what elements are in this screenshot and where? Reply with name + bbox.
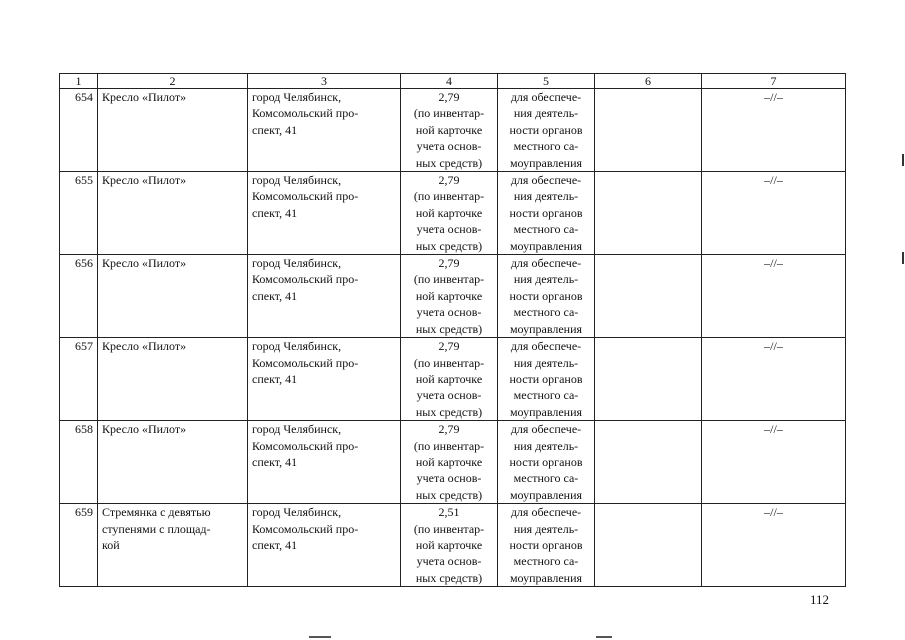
purpose-cell-line: ности органов (509, 454, 583, 469)
column-6-cell (595, 504, 702, 587)
purpose-cell-line: моуправления (509, 321, 583, 336)
purpose-cell (498, 89, 595, 172)
value-cell-line: ных средств) (415, 487, 483, 502)
column-6-cell (595, 255, 702, 338)
purpose-cell-line: моуправления (509, 155, 583, 170)
table-row (60, 504, 846, 587)
header-row (60, 74, 846, 89)
column-header-4: 4 (401, 74, 498, 89)
item-number-cell: 659 (60, 504, 98, 587)
column-header-7: 7 (702, 74, 846, 89)
value-cell-line: 2,79 (438, 90, 460, 104)
purpose-cell-line: ния деятель- (513, 189, 579, 204)
column-header-2: 2 (98, 74, 248, 89)
purpose-cell-line: ния деятель- (513, 438, 579, 453)
item-name-cell-line: кой (102, 537, 120, 552)
ditto-cell: –//– (702, 338, 846, 421)
address-cell-line: спект, 41 (252, 288, 298, 303)
address-cell (248, 504, 401, 587)
purpose-cell-line: для обеспече- (510, 339, 582, 354)
purpose-cell-line: ности органов (509, 205, 583, 220)
purpose-cell (498, 504, 595, 587)
purpose-cell-line: для обеспече- (510, 505, 582, 520)
value-cell-line: ной карточке (415, 205, 483, 220)
value-cell-line: ной карточке (415, 537, 483, 552)
item-name-cell-line: Кресло «Пилот» (102, 90, 187, 104)
purpose-cell-line: для обеспече- (510, 173, 582, 188)
purpose-cell-line: ния деятель- (513, 355, 579, 370)
property-registry-table (59, 73, 846, 587)
purpose-cell-line: местного са- (513, 471, 579, 486)
scan-edge-mark (902, 252, 904, 264)
address-cell (248, 172, 401, 255)
purpose-cell-line: ности органов (509, 537, 583, 552)
item-number-cell: 657 (60, 338, 98, 421)
address-cell (248, 338, 401, 421)
value-cell-line: учета основ- (416, 471, 482, 486)
value-cell-line: 2,79 (438, 256, 460, 271)
scan-edge-mark (902, 154, 904, 166)
column-6-cell (595, 421, 702, 504)
value-cell-line: учета основ- (416, 388, 482, 403)
address-cell-line: спект, 41 (252, 454, 298, 469)
purpose-cell-line: местного са- (513, 305, 579, 320)
address-cell-line: город Челябинск, (252, 422, 342, 437)
address-cell-line: Комсомольский про- (252, 106, 359, 121)
address-cell-line: Комсомольский про- (252, 189, 359, 204)
item-name-cell (98, 338, 248, 421)
table-row (60, 255, 846, 338)
item-name-cell-line: Кресло «Пилот» (102, 173, 187, 188)
value-cell (401, 338, 498, 421)
value-cell-line: 2,79 (438, 422, 460, 437)
purpose-cell-line: местного са- (513, 554, 579, 569)
value-cell-line: 2,51 (438, 505, 460, 520)
column-6-cell (595, 89, 702, 172)
value-cell-line: ных средств) (415, 155, 483, 170)
ditto-cell: –//– (702, 172, 846, 255)
address-cell-line: Комсомольский про- (252, 272, 359, 287)
item-number-cell: 655 (60, 172, 98, 255)
address-cell-line: Комсомольский про- (252, 355, 359, 370)
purpose-cell-line: ности органов (509, 371, 583, 386)
purpose-cell (498, 172, 595, 255)
address-cell-line: город Челябинск, (252, 339, 342, 354)
value-cell-line: ной карточке (415, 122, 483, 137)
page-number: 112 (810, 592, 830, 607)
address-cell-line: город Челябинск, (252, 173, 342, 188)
purpose-cell-line: местного са- (513, 388, 579, 403)
purpose-cell-line: ности органов (509, 122, 583, 137)
ditto-cell: –//– (702, 504, 846, 587)
value-cell-line: учета основ- (416, 554, 482, 569)
item-name-cell (98, 255, 248, 338)
column-header-3: 3 (248, 74, 401, 89)
table-row (60, 172, 846, 255)
value-cell-line: ных средств) (415, 570, 483, 585)
item-name-cell (98, 504, 248, 587)
purpose-cell-line: моуправления (509, 487, 583, 502)
purpose-cell-line: для обеспече- (510, 90, 582, 104)
value-cell-line: (по инвентар- (413, 355, 485, 370)
purpose-cell (498, 255, 595, 338)
column-header-6: 6 (595, 74, 702, 89)
item-name-cell (98, 421, 248, 504)
value-cell-line: (по инвентар- (413, 438, 485, 453)
value-cell-line: ных средств) (415, 321, 483, 336)
column-header-5: 5 (498, 74, 595, 89)
ditto-cell: –//– (702, 89, 846, 172)
value-cell-line: учета основ- (416, 222, 482, 237)
value-cell-line: (по инвентар- (413, 521, 485, 536)
purpose-cell-line: ния деятель- (513, 272, 579, 287)
address-cell (248, 89, 401, 172)
value-cell-line: ных средств) (415, 238, 483, 253)
value-cell (401, 89, 498, 172)
address-cell-line: Комсомольский про- (252, 438, 359, 453)
address-cell (248, 421, 401, 504)
table-row (60, 421, 846, 504)
item-name-cell-line: Стремянка с девятью (102, 505, 211, 520)
address-cell-line: спект, 41 (252, 371, 298, 386)
column-6-cell (595, 338, 702, 421)
value-cell-line: (по инвентар- (413, 272, 485, 287)
value-cell-line: учета основ- (416, 139, 482, 154)
value-cell-line: ных средств) (415, 404, 483, 419)
purpose-cell-line: местного са- (513, 139, 579, 154)
value-cell (401, 255, 498, 338)
purpose-cell-line: для обеспече- (510, 256, 582, 271)
address-cell-line: Комсомольский про- (252, 521, 359, 536)
item-name-cell-line: Кресло «Пилот» (102, 339, 187, 354)
item-number-cell: 656 (60, 255, 98, 338)
value-cell-line: 2,79 (438, 173, 460, 188)
column-header-1: 1 (60, 74, 98, 89)
item-name-cell-line: Кресло «Пилот» (102, 422, 187, 437)
value-cell-line: (по инвентар- (413, 189, 485, 204)
address-cell-line: спект, 41 (252, 122, 298, 137)
address-cell-line: город Челябинск, (252, 256, 342, 271)
item-number-cell: 654 (60, 89, 98, 172)
item-name-cell-line: Кресло «Пилот» (102, 256, 187, 271)
address-cell-line: город Челябинск, (252, 90, 342, 104)
value-cell-line: ной карточке (415, 288, 483, 303)
purpose-cell (498, 338, 595, 421)
value-cell (401, 172, 498, 255)
table-body (60, 89, 846, 587)
purpose-cell-line: моуправления (509, 404, 583, 419)
address-cell (248, 255, 401, 338)
ditto-cell: –//– (702, 255, 846, 338)
address-cell-line: спект, 41 (252, 205, 298, 220)
item-name-cell-line: ступенями с площад- (102, 521, 211, 536)
table-row (60, 89, 846, 172)
item-number-cell: 658 (60, 421, 98, 504)
purpose-cell-line: ния деятель- (513, 521, 579, 536)
purpose-cell-line: для обеспече- (510, 422, 582, 437)
value-cell-line: 2,79 (438, 339, 460, 354)
address-cell-line: спект, 41 (252, 537, 298, 552)
item-name-cell (98, 89, 248, 172)
item-name-cell (98, 172, 248, 255)
purpose-cell-line: ния деятель- (513, 106, 579, 121)
value-cell-line: ной карточке (415, 371, 483, 386)
value-cell (401, 421, 498, 504)
value-cell-line: учета основ- (416, 305, 482, 320)
value-cell-line: (по инвентар- (413, 106, 485, 121)
table-row (60, 338, 846, 421)
address-cell-line: город Челябинск, (252, 505, 342, 520)
column-6-cell (595, 172, 702, 255)
scan-bottom-mark (596, 636, 612, 638)
purpose-cell-line: местного са- (513, 222, 579, 237)
purpose-cell-line: моуправления (509, 238, 583, 253)
purpose-cell (498, 421, 595, 504)
value-cell (401, 504, 498, 587)
purpose-cell-line: моуправления (509, 570, 583, 585)
scan-bottom-mark (309, 636, 331, 638)
value-cell-line: ной карточке (415, 454, 483, 469)
ditto-cell: –//– (702, 421, 846, 504)
purpose-cell-line: ности органов (509, 288, 583, 303)
